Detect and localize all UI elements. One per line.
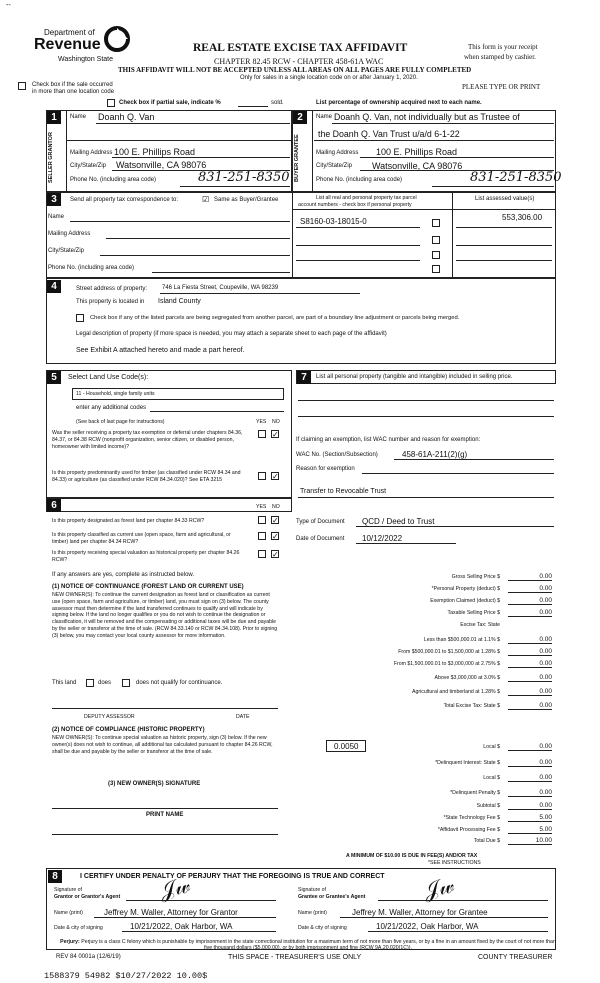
if-yes-note: If any answers are yes, complete as instructed below.: [52, 572, 195, 578]
s6-question-3: Is this property receiving special valuation as historical property per chapter 84.26 RCW?: [52, 550, 240, 563]
s5-no: NO: [272, 419, 280, 425]
notice1-text: NEW OWNER(S): To continue the current designation as forest land or classification as current use (open space, farm and agriculture, or timber) land, you must sign on (3) below. The county assessor must then determine if the land transferred continues to qualify and will indicate by signing below. If the land no longer qualifies or you do not wish to continue the designation or classification, it will be removed and the compensating or additional taxes will be due and payable by the seller or transferor at the time of sale. (RCW 84.33.140 or RCW 84.34.108). Prior to signing (3) below, you may contact your local county assessor for more information.: [52, 592, 278, 639]
grantee-date-city[interactable]: 10/21/2022, Oak Harbor, WA: [376, 922, 479, 931]
segregated-label: Check box if any of the listed parcels are being segregated from another parcel, are part of a boundary line adjustment or parcels being merged.: [90, 315, 460, 321]
exemption-label: If claiming an exemption, list WAC number and reason for exemption:: [296, 437, 481, 443]
calc-value-6[interactable]: 0.00: [508, 648, 552, 656]
corner-mark: --: [6, 2, 11, 9]
s6-q1-yes[interactable]: [258, 516, 266, 524]
grantee-name-label: Name (print): [298, 910, 327, 916]
s6-q1-no[interactable]: ✓: [272, 516, 279, 525]
s2-name-line1[interactable]: Doanh Q. Van, not individually but as Trustee of: [334, 112, 520, 122]
calc-label-2: Exemption Claimed (deduct) $: [430, 598, 500, 604]
calc-value-18[interactable]: 10.00: [508, 837, 552, 845]
calc-label-3: Taxable Selling Price $: [447, 610, 500, 616]
calc-value-11[interactable]: 0.00: [508, 743, 552, 751]
chapter-line: CHAPTER 82.45 RCW - CHAPTER 458-61A WAC: [214, 57, 384, 66]
calc-value-16[interactable]: 5.00: [508, 814, 552, 822]
exemption-reason[interactable]: Transfer to Revocable Trust: [300, 488, 387, 495]
s3-name-label: Name: [48, 214, 65, 220]
grantee-signature[interactable]: 𝒥𝓌: [421, 873, 457, 904]
street-label: Street address of property:: [76, 286, 148, 292]
segregated-checkbox[interactable]: [76, 314, 84, 322]
legal-label: Legal description of property (if more space is needed, you may attach a separate sheet to each page of the affidavit): [76, 331, 387, 337]
calc-label-10: Total Excise Tax: State $: [443, 703, 500, 709]
partial-sale-checkbox[interactable]: [107, 99, 115, 107]
same-as-buyer-checkbox[interactable]: ☑: [202, 195, 210, 204]
same-as-label: Same as Buyer/Grantee: [214, 197, 279, 203]
sig-grantee-label1: Signature of: [298, 887, 326, 893]
sig-grantor-label2: Grantor or Grantor's Agent: [54, 894, 121, 900]
does-not-label: does not qualify for continuance.: [136, 680, 223, 686]
grantee-date-label: Date & city of signing: [298, 925, 347, 931]
certify-line: I CERTIFY UNDER PENALTY OF PERJURY THAT THE FOREGOING IS TRUE AND CORRECT: [80, 873, 385, 880]
s3-city-label: City/State/Zip: [48, 248, 85, 254]
notice2-text: NEW OWNER(S): To continue special valuation as historic property, sign (3) below. If the new owner(s) does not wish to continue, all additional tax calculated pursuant to chapter 84.26 RCW, shall be due and payable by the seller or transferor at the time of sale.: [52, 735, 273, 755]
calc-value-9[interactable]: 0.00: [508, 688, 552, 696]
minimum-note: A MINIMUM OF $10.00 IS DUE IN FEE(S) AND/OR TAX: [346, 853, 478, 859]
multi-location-label: Check box if the sale occurred: [32, 82, 113, 88]
calc-value-14[interactable]: 0.00: [508, 789, 552, 797]
calc-label-12: *Delinquent Interest: State $: [435, 760, 500, 766]
this-land-label: This land: [52, 680, 77, 686]
calc-value-0[interactable]: 0.00: [508, 573, 552, 581]
deputy-date-label: DATE: [236, 714, 250, 720]
calc-value-12[interactable]: 0.00: [508, 759, 552, 767]
s1-mailing[interactable]: 100 E. Phillips Road: [114, 147, 196, 157]
doc-date[interactable]: 10/12/2022: [362, 534, 403, 543]
sold-label: sold.: [271, 100, 284, 106]
calc-label-4: Excise Tax: State: [460, 622, 500, 628]
s2-mailing-label: Mailing Address: [316, 150, 359, 156]
land-does-checkbox[interactable]: [86, 679, 94, 687]
s5-q1-no[interactable]: ✓: [272, 430, 279, 439]
parcel-head2: account numbers - check box if personal property: [298, 202, 412, 208]
perjury-note: Perjury: Perjury is a class C felony which is punishable by imprisonment in the state correctional institution for a maximum term of not more than five years, or by a fine in an amount fixed by the court of not more than five thousand dollars ($5,000.00), or by both imprisonment and fine (RCW 9A.20.020(1C)).: [60, 939, 556, 952]
section-5-number: 5: [47, 371, 61, 384]
calc-label-13: Local $: [483, 775, 500, 781]
s6-question-1: Is this property designated as forest land per chapter 84.33 RCW?: [52, 518, 205, 524]
grantor-name-label: Name (print): [54, 910, 83, 916]
s2-name-label: Name: [316, 114, 333, 120]
s6-yes: YES: [256, 504, 267, 510]
treasurer-stamp: 1588379 54982 $10/27/2022 10.00$: [44, 971, 208, 981]
calc-value-1[interactable]: 0.00: [508, 585, 552, 593]
s1-phone-label: Phone No. (including area code): [70, 177, 157, 183]
notice1-title: (1) NOTICE OF CONTINUANCE (FOREST LAND OR CURRENT USE): [52, 584, 244, 590]
calc-label-18: Total Due $: [473, 838, 500, 844]
section-1-number: 1: [47, 111, 61, 124]
new-owner-signature-label: (3) NEW OWNER(S) SIGNATURE: [108, 781, 201, 787]
see-instructions: *SEE INSTRUCTIONS: [428, 860, 481, 866]
calc-label-1: *Personal Property (deduct) $: [431, 586, 500, 592]
calc-label-5: Less than $500,000.01 at 1.1% $: [423, 637, 500, 643]
s1-mailing-label: Mailing Address: [70, 150, 113, 156]
calc-label-15: Subtotal $: [476, 803, 500, 809]
calc-label-16: *State Technology Fee $: [443, 815, 500, 821]
land-use-code[interactable]: 11 - Household, single family units: [76, 391, 155, 397]
s5-yes: YES: [256, 419, 267, 425]
dept-line2: Revenue: [34, 36, 101, 53]
additional-codes: enter any additional codes: [76, 405, 147, 411]
section-7-number: 7: [297, 371, 311, 384]
print-name-label: PRINT NAME: [146, 812, 184, 818]
s6-q2-yes[interactable]: [258, 532, 266, 540]
notice2-title: (2) NOTICE OF COMPLIANCE (HISTORIC PROPERTY): [52, 727, 205, 733]
s3-phone-label: Phone No. (including area code): [48, 265, 135, 271]
warning-line: THIS AFFIDAVIT WILL NOT BE ACCEPTED UNLESS ALL AREAS ON ALL PAGES ARE FULLY COMPLETED: [118, 66, 472, 74]
treasurer-only: THIS SPACE - TREASURER'S USE ONLY: [228, 954, 362, 961]
calc-value-15[interactable]: 0.00: [508, 802, 552, 810]
calc-value-7[interactable]: 0.00: [508, 660, 552, 668]
wac-label: WAC No. (Section/Subsection): [296, 452, 378, 458]
county-treasurer: COUNTY TREASURER: [478, 954, 553, 961]
revenue-logo-icon: [104, 26, 130, 52]
s6-question-2: Is this property classified as current use (open space, farm and agricultural, or timber) land per chapter 84.34 RCW?: [52, 532, 231, 545]
ownership-label: List percentage of ownership acquired next to each name.: [316, 100, 482, 106]
street-address[interactable]: 746 La Fiesta Street, Coupeville, WA 98239: [162, 285, 279, 291]
section-2-number: 2: [293, 111, 307, 124]
s1-city[interactable]: Watsonville, CA 98076: [116, 160, 207, 170]
grantor-date-label: Date & city of signing: [54, 925, 103, 931]
calc-label-8: Above $3,000,000 at 3.0% $: [434, 675, 500, 681]
located-county[interactable]: Island County: [158, 298, 201, 305]
s6-q3-yes[interactable]: [258, 550, 266, 558]
personal-property-checkbox-2[interactable]: [432, 236, 440, 244]
s2-mailing[interactable]: 100 E. Phillips Road: [376, 147, 458, 157]
s3-mailing-label: Mailing Address: [48, 231, 91, 237]
multi-location-label2: in more than one location code: [32, 89, 115, 95]
s5-q2-yes[interactable]: [258, 472, 266, 480]
s2-phone-label: Phone No. (including area code): [316, 177, 403, 183]
s2-name-line2[interactable]: the Doanh Q. Van Trust u/a/d 6-1-22: [318, 129, 460, 139]
calc-label-14: *Delinquent Penalty $: [450, 790, 500, 796]
calc-value-10[interactable]: 0.00: [508, 702, 552, 710]
section-6-number: 6: [47, 499, 61, 512]
deputy-assessor-label: DEPUTY ASSESSOR: [84, 714, 135, 720]
receipt-line1: This form is your receipt: [468, 43, 538, 51]
seller-grantor-label: SELLER GRANTOR: [48, 132, 54, 184]
grantee-name[interactable]: Jeffrey M. Waller, Attorney for Grantee: [352, 908, 488, 917]
personal-property-title: List all personal property (tangible and intangible) included in selling price.: [316, 374, 513, 380]
section-8-number: 8: [48, 870, 62, 883]
s5-question-1: Was the seller receiving a property tax exemption or deferral under chapters 84.36, 84.37, or 84.38 RCW (nonprofit organization, senior citizen, or disabled person, homeowner with limited income)?: [52, 430, 243, 450]
parcel-number[interactable]: S8160-03-18015-0: [300, 217, 367, 226]
calc-label-9: Agricultural and timberland at 1.28% $: [412, 689, 500, 695]
personal-property-checkbox-1[interactable]: [432, 219, 440, 227]
calc-value-2[interactable]: 0.00: [508, 597, 552, 605]
calc-value-17[interactable]: 5.00: [508, 826, 552, 834]
multi-location-checkbox[interactable]: [18, 82, 26, 90]
personal-property-checkbox-4[interactable]: [432, 265, 440, 273]
only-for-line: Only for sales in a single location code on or after January 1, 2020.: [240, 75, 418, 81]
s2-city-label: City/State/Zip: [316, 163, 353, 169]
located-label: This property is located in: [76, 299, 145, 305]
s6-no: NO: [272, 504, 280, 510]
s5-question-2: Is this property predominantly used for timber (as classified under RCW 84.34 and 84.33) or agriculture (as classified under RCW 84.34.020)? See ETA 3215: [52, 470, 241, 483]
section-4-number: 4: [47, 280, 61, 293]
does-label: does: [98, 680, 112, 686]
please-type: PLEASE TYPE OR PRINT: [462, 83, 541, 91]
calc-label-11: Local $: [483, 744, 500, 750]
calc-value-5[interactable]: 0.00: [508, 636, 552, 644]
land-does-not-checkbox[interactable]: [122, 679, 130, 687]
parcel-head1: List all real and personal property tax parcel: [316, 195, 417, 201]
s1-phone[interactable]: 831-251-8350: [198, 170, 290, 185]
partial-sale-label: Check box if partial sale, indicate %: [119, 100, 221, 106]
send-label: Send all property tax correspondence to:: [70, 197, 179, 203]
s1-city-label: City/State/Zip: [70, 163, 107, 169]
assessed-head: List assessed value(s): [475, 196, 535, 202]
section-3-number: 3: [47, 193, 61, 206]
s5-q1-yes[interactable]: [258, 430, 266, 438]
s1-name-label: Name: [70, 114, 87, 120]
s1-name[interactable]: Doanh Q. Van: [98, 112, 155, 122]
form-revision: REV 84 0001a (12/6/19): [56, 954, 121, 960]
personal-property-checkbox-3[interactable]: [432, 251, 440, 259]
s6-q2-no[interactable]: ✓: [272, 532, 279, 541]
s2-phone[interactable]: 831-251-8350: [470, 170, 562, 185]
s5-q2-no[interactable]: ✓: [272, 472, 279, 481]
s6-q3-no[interactable]: ✓: [272, 550, 279, 559]
doc-type[interactable]: QCD / Deed to Trust: [362, 517, 435, 526]
calc-value-3[interactable]: 0.00: [508, 609, 552, 617]
dept-line1: Department of: [44, 28, 95, 37]
sig-grantee-label2: Grantee or Grantee's Agent: [298, 894, 366, 900]
assessed-value[interactable]: 553,306.00: [502, 213, 543, 222]
grantor-date-city[interactable]: 10/21/2022, Oak Harbor, WA: [130, 922, 233, 931]
exhibit-note: See Exhibit A attached hereto and made a part hereof.: [76, 347, 245, 354]
calc-label-7: From $1,500,000.01 to $3,000,000 at 2.75% $: [393, 661, 500, 667]
see-back: (See back of last page for instructions): [76, 419, 165, 425]
s2-city[interactable]: Watsonville, CA 98076: [372, 161, 463, 171]
grantor-signature[interactable]: 𝒥𝓌: [157, 873, 193, 904]
calc-label-17: *Affidavit Processing Fee $: [437, 827, 500, 833]
grantor-name[interactable]: Jeffrey M. Waller, Attorney for Grantor: [104, 908, 238, 917]
local-rate[interactable]: 0.0050: [334, 742, 359, 751]
state-label: Washington State: [58, 56, 113, 63]
doc-type-label: Type of Document: [296, 519, 345, 525]
receipt-line2: when stamped by cashier.: [464, 53, 536, 61]
calc-label-0: Gross Selling Price $: [451, 574, 500, 580]
calc-label-6: From $500,000.01 to $1,500,000 at 1.28% $: [398, 649, 500, 655]
buyer-grantee-label: BUYER GRANTEE: [294, 134, 300, 182]
doc-date-label: Date of Document: [296, 536, 345, 542]
land-use-title: Select Land Use Code(s):: [68, 374, 149, 381]
wac-number[interactable]: 458-61A-211(2)(g): [402, 450, 468, 459]
page-title: REAL ESTATE EXCISE TAX AFFIDAVIT: [193, 42, 408, 54]
reason-label: Reason for exemption: [296, 466, 355, 472]
sig-grantor-label1: Signature of: [54, 887, 82, 893]
calc-value-13[interactable]: 0.00: [508, 774, 552, 782]
calc-value-8[interactable]: 0.00: [508, 674, 552, 682]
